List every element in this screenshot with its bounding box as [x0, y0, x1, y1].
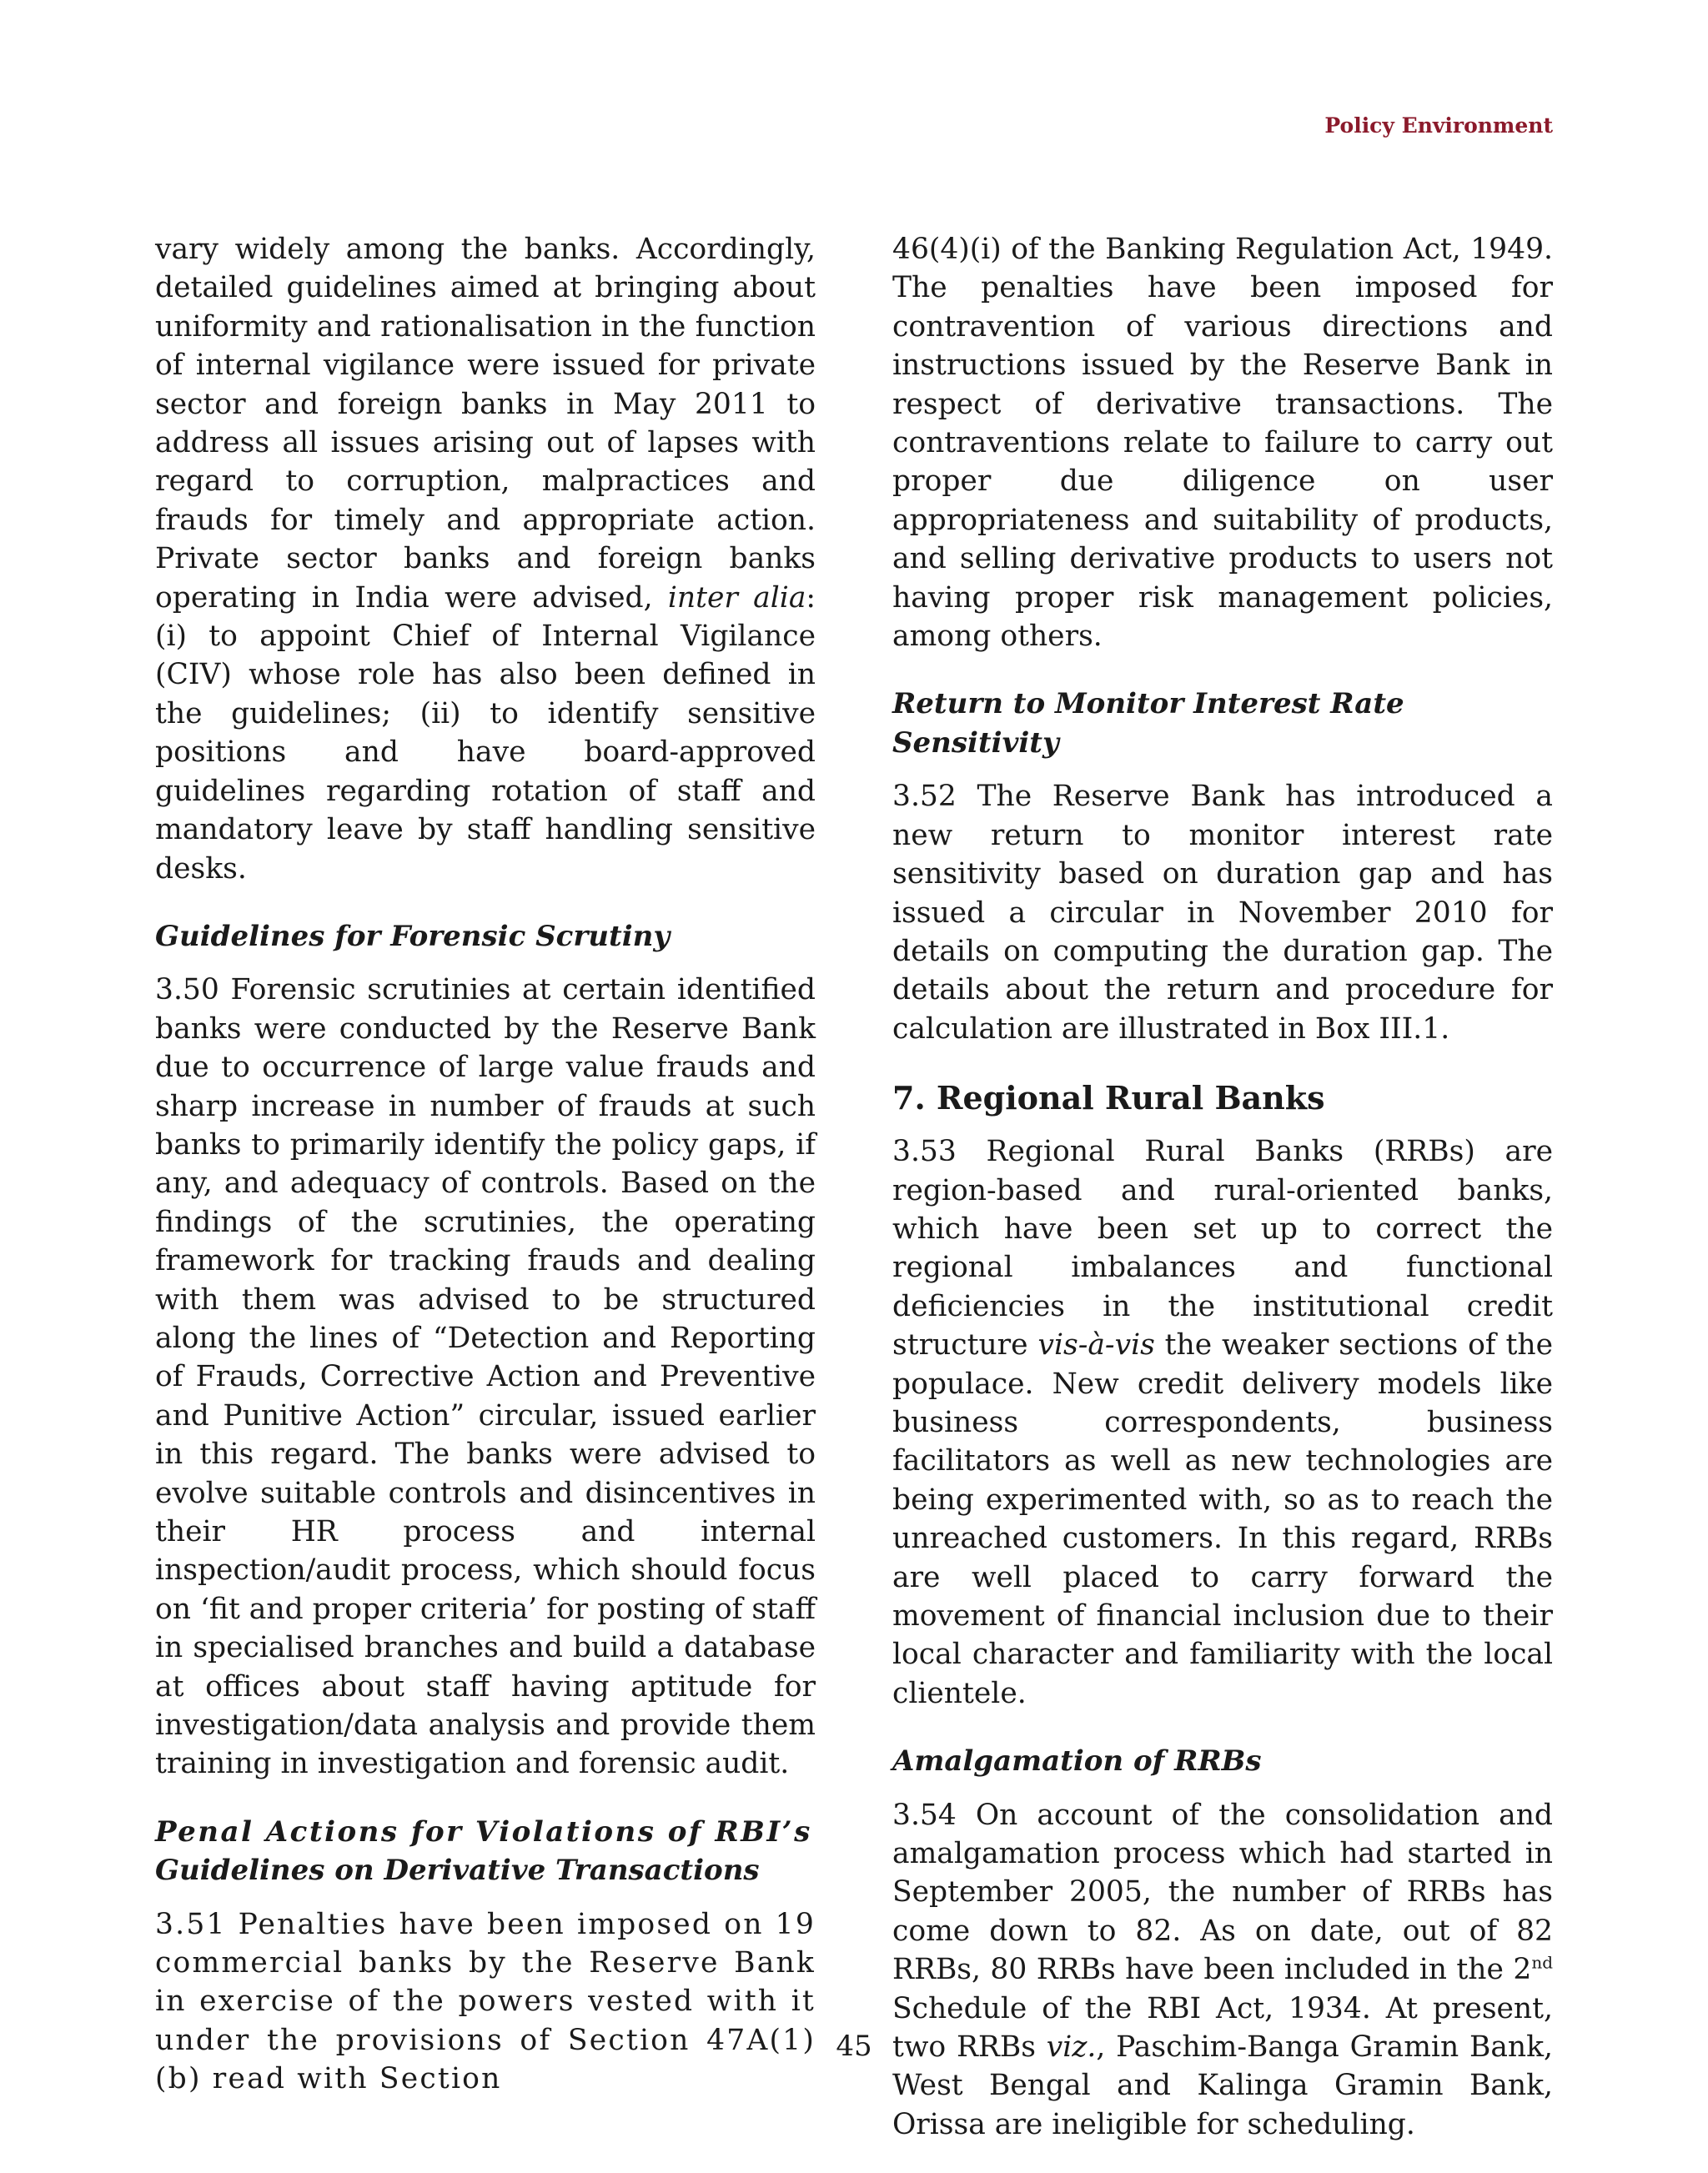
rrb-italic: vis-à-vis — [1037, 1328, 1155, 1363]
amalgamation-italic: viz. — [1046, 2030, 1097, 2065]
running-head: Policy Environment — [1324, 113, 1553, 138]
amalgamation-text-2: Schedule of the RBI Act, 1934. At present, two RRBs — [892, 1991, 1553, 2065]
paragraph-3-50: 3.50 Forensic scrutinies at certain identified banks were conducted by the Reserve Bank due to occurrence of large value frauds and sharp increase in number of frauds at such banks to primarily identify the policy gaps, if any, and adequacy of controls. Based on the findings of the scrutinies, the operating framework for tracking frauds and dealing with them was advised to be structured along the lines of “Detection and Reporting of Frauds, Corrective Action and Preventive and Punitive Action” circular, issued earlier in this regard. The banks were advised to evolve suitable controls and disincentives in their HR process and internal inspection/audit process, which should focus on ‘fit and proper criteria’ for posting of staff in specialised branches and build a database at offices about staff having aptitude for investigation/data analysis and provide them training in investigation and forensic audit. — [155, 973, 816, 1781]
heading-forensic-scrutiny: Guidelines for Forensic Scrutiny — [155, 919, 671, 953]
heading-amalgamation-of-rrbs: Amalgamation of RRBs — [892, 1744, 1262, 1779]
left-column — [155, 230, 816, 2099]
rrb-text-1: 3.53 Regional Rural Banks (RRBs) are region-based and rural-oriented banks, which have been set up to correct the regional imbalances and functional deficiencies in the institutional credit structure — [892, 1135, 1553, 1363]
amalgamation-text-1: 3.54 On account of the consolidation and amalgamation process which had started in September 2005, the number of RRBs has come down to 82. As on date, out of 82 RRBs, 80 RRBs have been included in the 2 — [892, 1798, 1553, 1987]
paragraph-3-51: 3.51 Penalties have been imposed on 19 commercial banks by the Reserve Bank in exercise of the powers vested with it under the provisions of Section 47A(1)(b) read with Section — [155, 1907, 816, 2096]
heading-interest-rate-sensitivity: Return to Monitor Interest Rate Sensitivity — [892, 687, 1404, 760]
superscript-nd: nd — [1531, 1952, 1553, 1973]
intro-italic: inter alia — [667, 580, 806, 615]
page-number: 45 — [836, 2030, 872, 2063]
heading-penal-actions — [155, 1813, 816, 1890]
intro-text-1: vary widely among the banks. Accordingly, detailed guidelines aimed at bringing about uniformity and rationalisation in the function of internal vigilance were issued for private sector and foreign banks in May 2011 to address all issues arising out of lapses with regard to corruption, malpractices and frauds for timely and appropriate action. Private sector banks and foreign banks operating in India were advised, — [155, 233, 816, 615]
paragraph-3-53 — [892, 1132, 1553, 1713]
heading-penal-line-1: Penal Actions for Violations of RBI’s — [155, 1814, 812, 1849]
paragraph-3-54 — [892, 1796, 1553, 2145]
heading-penal-line-2: Guidelines on Derivative Transactions — [155, 1854, 760, 1888]
section-heading-regional-rural-banks: 7. Regional Rural Banks — [892, 1079, 1325, 1117]
paragraph-intro — [155, 230, 816, 888]
paragraph-3-51-continued: 46(4)(i) of the Banking Regulation Act, 1949. The penalties have been imposed for contravention of various directions and instructions issued by the Reserve Bank in respect of derivative transactions. The contraventions relate to failure to carry out proper due diligence on user appropriateness and suitability of products, and selling derivative products to users not having proper risk management policies, among others. — [892, 233, 1553, 654]
rrb-text-2: the weaker sections of the populace. New credit delivery models like business correspondents, business facilitators as well as new technologies are being experimented with, so as to reach the unreached customers. In this regard, RRBs are well placed to carry forward the movement of financial inclusion due to their local character and familiarity with the local clientele. — [892, 1328, 1553, 1710]
right-column — [892, 230, 1553, 2144]
intro-text-2: : (i) to appoint Chief of Internal Vigilance (CIV) whose role has also been defined in the guidelines; (ii) to identify sensitive positions and have board-approved guidelines regarding rotation of staff and mandatory leave by staff handling sensitive desks. — [155, 580, 816, 886]
amalgamation-text-3: , Paschim-Banga Gramin Bank, West Bengal and Kalinga Gramin Bank, Orissa are ineligible for scheduling. — [892, 2030, 1553, 2141]
paragraph-3-52: 3.52 The Reserve Bank has introduced a new return to monitor interest rate sensitivity based on duration gap and has issued a circular in November 2010 for details on computing the duration gap. The details about the return and procedure for calculation are illustrated in Box III.1. — [892, 780, 1553, 1046]
